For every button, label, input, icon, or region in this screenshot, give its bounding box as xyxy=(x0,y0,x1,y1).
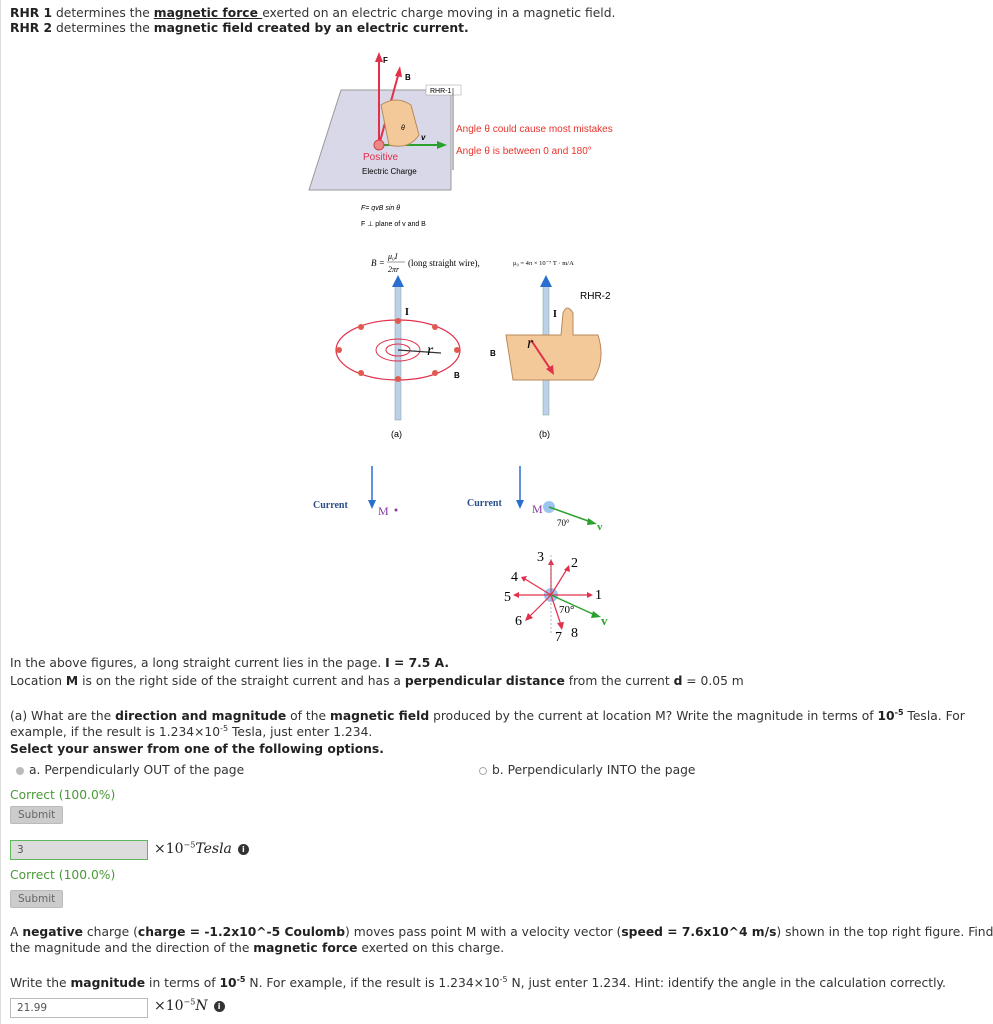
b-label: B xyxy=(405,73,411,82)
unit-a: $\times 10^{-5}Tesla$ i xyxy=(154,841,249,857)
note-2: Angle θ is between 0 and 180° xyxy=(456,146,592,157)
dir-label-4: 4 xyxy=(511,570,518,585)
v-label-1: v xyxy=(597,521,603,533)
problem-line-1: In the above figures, a long straight current lies in the page. I = 7.5 A. xyxy=(10,656,450,670)
option-b[interactable]: b. Perpendicularly INTO the page xyxy=(479,763,696,778)
formula-den: 2πr xyxy=(388,265,400,274)
direction-star xyxy=(504,550,608,645)
correct-status-1: Correct (100.0%) xyxy=(10,788,116,802)
submit-button-2[interactable]: Submit xyxy=(10,890,63,908)
radio-unselected-icon[interactable] xyxy=(479,767,487,775)
select-prompt: Select your answer from one of the following options. xyxy=(10,742,384,756)
caption-a: (a) xyxy=(391,429,402,439)
b-label-b: B xyxy=(490,349,496,358)
rhr2-figure xyxy=(331,245,651,445)
theta-label: θ xyxy=(401,125,405,132)
note-1: Angle θ could cause most mistakes xyxy=(456,124,613,135)
r-label-a: r xyxy=(427,342,434,359)
dir-label-2: 2 xyxy=(571,556,578,571)
rhr2-tag: RHR-2 xyxy=(580,291,611,302)
unit-b: $\times 10^{-5}N$ i xyxy=(154,998,225,1014)
mu-value: μ₀ = 4π × 10⁻⁷ T · m/A xyxy=(513,260,574,267)
m-label-left: M xyxy=(378,504,389,518)
caption-b: (b) xyxy=(539,429,550,439)
angle-label-2: 70° xyxy=(559,604,575,616)
dir-label-5: 5 xyxy=(504,590,511,605)
info-icon[interactable]: i xyxy=(214,1001,225,1012)
wire-a xyxy=(395,285,401,420)
formula-desc: (long straight wire), xyxy=(408,258,480,268)
dir-label-3: 3 xyxy=(537,550,544,565)
rhr1-figure xyxy=(301,50,661,235)
dir-label-8: 8 xyxy=(571,626,578,641)
formula-1: F= qvB sin θ xyxy=(361,205,401,212)
current-label-left: Current xyxy=(313,500,348,511)
i-label-b: I xyxy=(553,309,557,320)
dir-label-7: 7 xyxy=(555,630,562,645)
formula-num: μ₀I xyxy=(388,252,398,261)
intro-rhr1: RHR 1 determines the magnetic force exerted on an electric charge moving in a magnetic field. xyxy=(10,6,616,20)
current-label-right: Current xyxy=(467,498,502,509)
intro-rhr2: RHR 2 determines the magnetic field created by an electric current. xyxy=(10,21,469,35)
i-label-a: I xyxy=(405,307,409,318)
f-label: F xyxy=(383,56,388,65)
radio-selected-icon[interactable] xyxy=(16,767,24,775)
dir-label-6: 6 xyxy=(515,614,522,629)
m-figure xyxy=(301,460,641,645)
part-a-question-line-1: (a) What are the direction and magnitude of the magnetic field produced by the current at location M? Write the magnitude in terms of $10^{-5}$ Tesla. For xyxy=(10,707,965,723)
part-b-line-1: A negative charge (charge = -1.2x10^-5 Coulomb) moves pass point M with a velocity vector (speed = 7.6x10^4 m/s) shown in the top right figure. Find xyxy=(10,925,993,939)
part-b-line-2: the magnitude and the direction of the magnetic force exerted on this charge. xyxy=(10,941,505,955)
v-label-2: v xyxy=(601,613,608,628)
formula-2: F ⊥ plane of v and B xyxy=(361,221,426,228)
rhr1-tag: RHR-1 xyxy=(430,88,452,95)
r-label-b: r xyxy=(527,335,534,352)
dir-label-1: 1 xyxy=(595,588,602,603)
b-label-a: B xyxy=(454,371,460,380)
answer-input-b[interactable]: 21.99 xyxy=(10,998,148,1018)
part-a-question-line-2: example, if the result is $1.234\times 10^{-5}$ Tesla, just enter 1.234. xyxy=(10,723,373,739)
answer-input-a[interactable]: 3 xyxy=(10,840,148,860)
electric-charge-label: Electric Charge xyxy=(362,167,417,176)
v-label: v xyxy=(421,133,426,142)
info-icon[interactable]: i xyxy=(238,844,249,855)
submit-button-1[interactable]: Submit xyxy=(10,806,63,824)
positive-label: Positive xyxy=(363,152,399,163)
problem-line-2: Location M is on the right side of the straight current and has a perpendicular distance from the current d = 0.05 m xyxy=(10,674,744,688)
correct-status-2: Correct (100.0%) xyxy=(10,868,116,882)
angle-label-1: 70° xyxy=(557,518,570,528)
option-a[interactable]: a. Perpendicularly OUT of the page xyxy=(16,763,244,778)
m-label-right: M xyxy=(532,502,543,516)
formula-lhs: B = xyxy=(371,258,385,268)
charge-dot xyxy=(374,140,384,150)
part-b-line-3: Write the magnitude in terms of $10^{-5}$ N. For example, if the result is $1.234\times 10^{-5}$ N, just enter 1.234. Hint: identify the angle in the calculation correctly. xyxy=(10,974,946,990)
